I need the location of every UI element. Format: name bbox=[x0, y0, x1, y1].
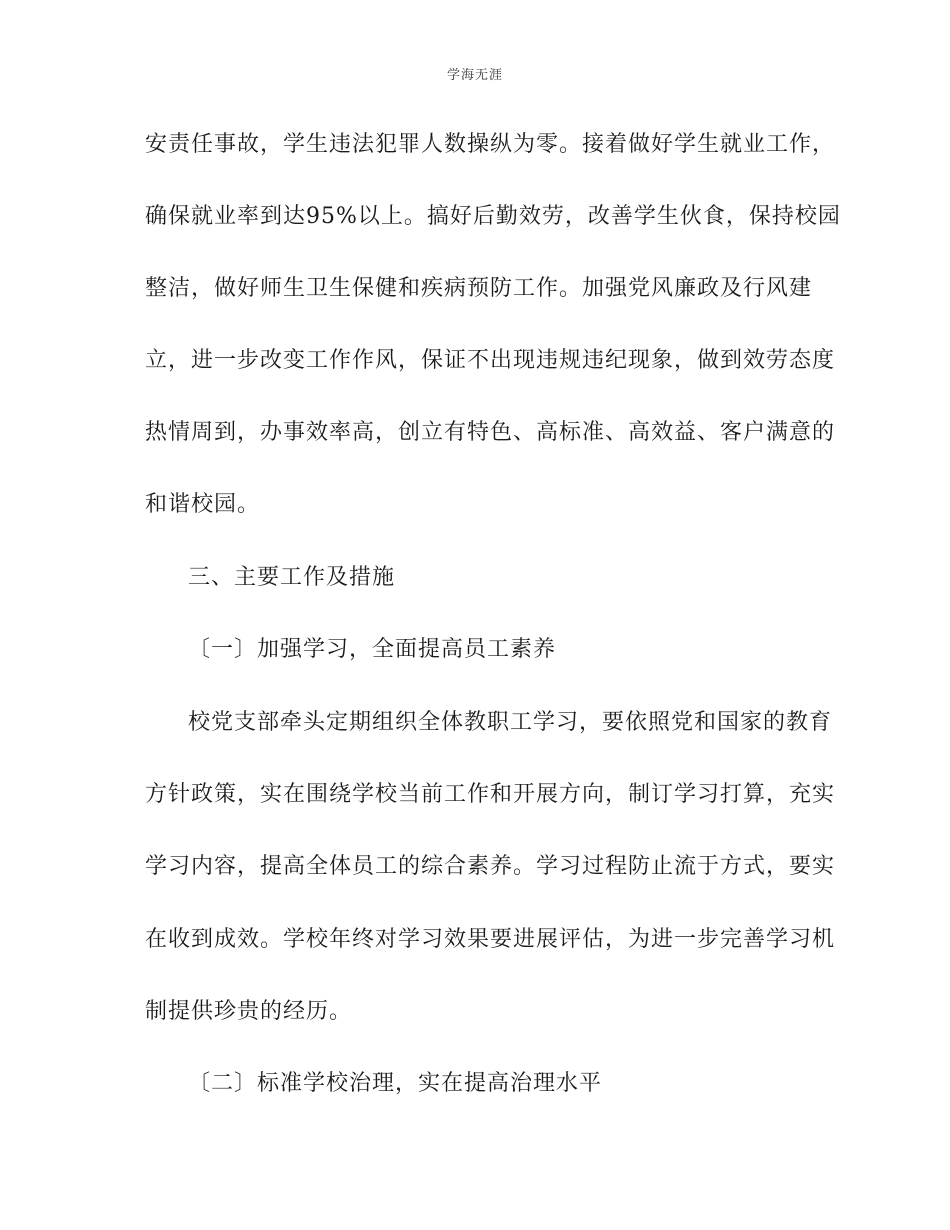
body-line: 制提供珍贵的经历。 bbox=[145, 999, 353, 1024]
body-line: 学习内容，提高全体员工的综合素养。学习过程防止流于方式，要实 bbox=[145, 854, 836, 879]
body-line: 校党支部牵头定期组织全体教职工学习，要依照党和国家的教育 bbox=[188, 710, 833, 735]
body-line: 和谐校园。 bbox=[145, 492, 261, 517]
body-line: 确保就业率到达95%以上。搞好后勤效劳，改善学生伙食，保持校园 bbox=[145, 204, 841, 229]
subsection-heading: 〔一〕加强学习，全面提高员工素养 bbox=[188, 637, 557, 662]
section-heading: 三、主要工作及措施 bbox=[188, 565, 396, 590]
subsection-heading: 〔二〕标准学校治理，实在提高治理水平 bbox=[188, 1071, 603, 1096]
body-line: 安责任事故，学生违法犯罪人数操纵为零。接着做好学生就业工作， bbox=[145, 132, 836, 157]
body-line: 整洁，做好师生卫生保健和疾病预防工作。加强党风廉政及行风建 bbox=[145, 276, 813, 301]
body-line: 立，进一步改变工作作风，保证不出现违规违纪现象，做到效劳态度 bbox=[145, 348, 836, 373]
page-header: 学海无涯 bbox=[446, 68, 503, 83]
body-line: 热情周到，办事效率高，创立有特色、高标准、高效益、客户满意的 bbox=[145, 420, 836, 445]
body-line: 在收到成效。学校年终对学习效果要进展评估，为进一步完善学习机 bbox=[145, 927, 836, 952]
body-line: 方针政策，实在围绕学校当前工作和开展方向，制订学习打算，充实 bbox=[145, 782, 836, 807]
